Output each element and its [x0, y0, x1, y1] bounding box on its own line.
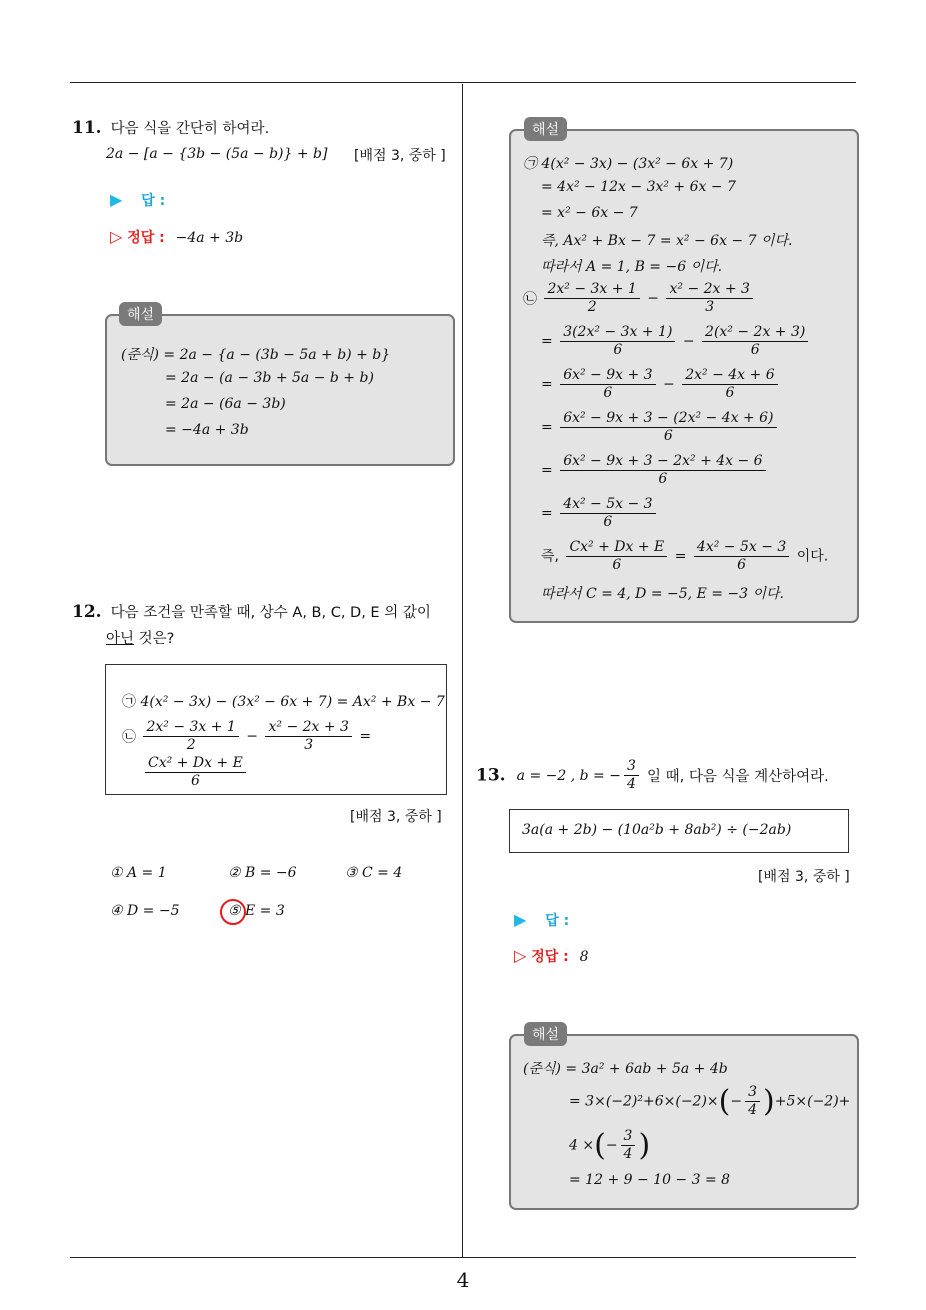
choice-5[interactable]: ⑤ E = 3: [228, 903, 285, 919]
correct-label: 정답 :: [127, 230, 165, 246]
play-triangle-icon: ▶: [514, 910, 527, 929]
solution-line: = $\frac{\text{6x² − 9x + 3 − (2x² − 4x + 6)}}{6}$: [541, 410, 780, 445]
solution-line: 즉, $\frac{\text{Cx² + Dx + E}}{6}$ = $\frac{\text{4x² − 5x − 3}}{6}$ 이다.: [541, 539, 829, 573]
answer-label: 답 :: [545, 913, 570, 929]
answer-input-row[interactable]: [110, 190, 165, 210]
solution-line: 따라서 A = 1, B = −6 이다.: [541, 259, 723, 275]
condition-2: ㉡ $\frac{\text{2x² − 3x + 1}}{2}$ − $\frac{\text{x² − 2x + 3}}{3}$ =: [122, 719, 372, 753]
fraction: $\frac{\text{2x² − 3x + 1}}{2}$: [143, 719, 238, 754]
solution-line: 따라서 C = 4, D = −5, E = −3 이다.: [541, 586, 785, 602]
question-number: 11.: [72, 118, 102, 138]
underlined-word: 아닌: [106, 631, 135, 647]
correct-answer-row: [110, 227, 243, 247]
correct-value: 8: [579, 949, 589, 965]
solution-line: = 3×(−2)²+6×(−2)×(− $\frac{3}{4}$ )+5×(−2)+: [569, 1084, 851, 1119]
outline-triangle-icon: ▷: [110, 227, 123, 246]
fraction: $\frac{\text{Cx² + Dx + E}}{6}$: [145, 755, 246, 790]
question-13: 13. a = −2 , b = − $\frac{3}{4}$ 일 때, 다음 식을 계산하여라.: [476, 758, 829, 792]
choice-1[interactable]: ① A = 1: [110, 865, 167, 881]
answer-input-row[interactable]: [514, 910, 569, 930]
solution-line: = $\frac{\text{4x² − 5x − 3}}{6}$: [541, 496, 659, 531]
question-number: 13.: [476, 765, 506, 786]
choice-2[interactable]: ② B = −6: [228, 865, 297, 881]
solution-line: = $\frac{\text{6x² − 9x + 3}}{6}$ − $\frac{\text{2x² − 4x + 6}}{6}$: [541, 367, 781, 402]
answer-label: 답 :: [141, 193, 166, 209]
solution-line: = 2a − (a − 3b + 5a − b + b): [165, 370, 374, 386]
condition-box: [105, 664, 447, 795]
condition-1: ㉠ 4(x² − 3x) − (3x² − 6x + 7) = Ax² + Bx − 7: [122, 694, 445, 710]
correct-value: −4a + 3b: [175, 230, 244, 246]
question-12: [72, 601, 431, 622]
solution-line: (준식) = 2a − {a − (3b − 5a + b) + b}: [121, 347, 391, 363]
solution-box: [105, 314, 455, 466]
solution-line: = 2a − (6a − 3b): [165, 396, 286, 412]
solution-tag: 해설: [119, 302, 162, 326]
solution-line: = 12 + 9 − 10 − 3 = 8: [569, 1172, 731, 1188]
solution-line: = 4x² − 12x − 3x² + 6x − 7: [541, 179, 736, 195]
choice-3[interactable]: ③ C = 4: [345, 865, 403, 881]
solution-tag: 해설: [524, 1022, 567, 1046]
selected-choice-mark: [220, 899, 246, 925]
outline-triangle-icon: ▷: [514, 946, 527, 965]
solution-line: = x² − 6x − 7: [541, 205, 638, 221]
solution-line: 즉, Ax² + Bx − 7 = x² − 6x − 7 이다.: [541, 233, 793, 249]
solution-tag: 해설: [524, 117, 567, 141]
choice-4[interactable]: ④ D = −5: [110, 903, 180, 919]
solution-box: [509, 129, 859, 623]
fraction: $\frac{\text{x² − 2x + 3}}{3}$: [265, 719, 351, 754]
expression-box: 3a(a + 2b) − (10a²b + 8ab²) ÷ (−2ab): [509, 809, 849, 853]
solution-line: ㉠ 4(x² − 3x) − (3x² − 6x + 7): [523, 156, 734, 172]
solution-line: ㉡ $\frac{\text{2x² − 3x + 1}}{2}$ − $\frac{\text{x² − 2x + 3}}{3}$: [523, 281, 756, 316]
solution-line: (준식) = 3a² + 6ab + 5a + 4b: [523, 1061, 728, 1077]
score-label: [배점 3, 중하 ]: [354, 148, 446, 164]
solution-line: 4 ×(− $\frac{3}{4}$ ): [569, 1128, 651, 1163]
bottom-rule: [70, 1257, 856, 1258]
correct-label: 정답 :: [531, 949, 569, 965]
column-divider: [462, 84, 463, 1258]
top-rule: [70, 82, 856, 83]
correct-answer-row: [514, 946, 589, 966]
question-text: 다음 조건을 만족할 때, 상수 A, B, C, D, E 의 값이: [110, 605, 431, 621]
solution-line: = $\frac{\text{6x² − 9x + 3 − 2x² + 4x − 6}}{6}$: [541, 453, 769, 488]
question-11: [72, 117, 269, 138]
question-number: 12.: [72, 602, 102, 622]
question-text-line2: 아닌 것은?: [106, 631, 175, 647]
solution-line: = −4a + 3b: [165, 422, 249, 438]
fraction: $\frac{3}{4}$: [624, 758, 639, 793]
condition-2-rhs: [142, 755, 249, 790]
question-expression: 2a − [a − {3b − (5a − b)} + b]: [106, 146, 328, 162]
solution-box: [509, 1034, 859, 1210]
page-number: 4: [456, 1268, 470, 1292]
question-text: 다음 식을 간단히 하여라.: [110, 121, 270, 137]
solution-line: = $\frac{\text{3(2x² − 3x + 1)}}{6}$ − $\frac{\text{2(x² − 2x + 3)}}{6}$: [541, 324, 811, 359]
score-label: [배점 3, 중하 ]: [758, 869, 850, 885]
play-triangle-icon: ▶: [110, 190, 123, 209]
score-label: [배점 3, 중하 ]: [350, 809, 442, 825]
